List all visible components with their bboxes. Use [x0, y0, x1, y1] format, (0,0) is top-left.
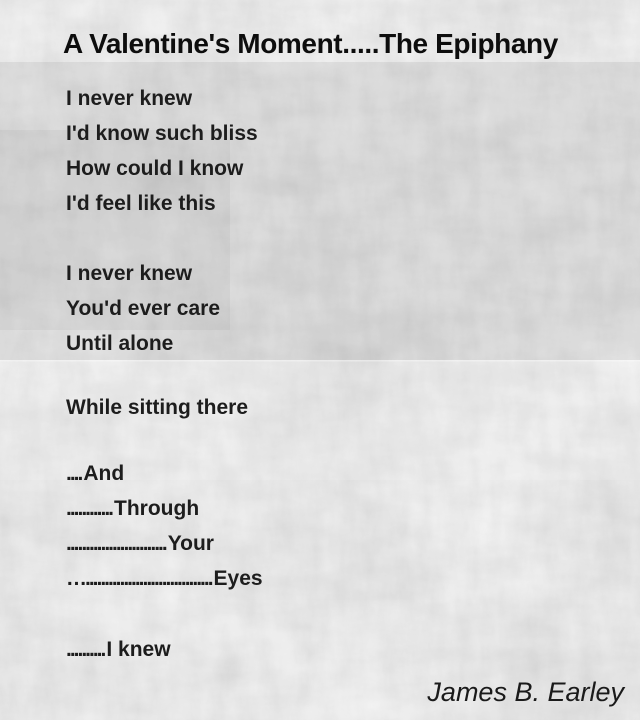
poem-line: [66, 526, 263, 561]
poem-word: Through: [114, 497, 200, 520]
poem-line: I never knew: [66, 262, 193, 285]
stanza-4: [66, 456, 263, 596]
stanza-3: [66, 390, 248, 425]
poem-line: I'd know such bliss: [66, 122, 258, 145]
poem-line: Until alone: [66, 332, 174, 355]
leader-dots: ....: [66, 462, 82, 485]
poem-word: And: [83, 462, 125, 485]
stanza-5: [66, 632, 171, 667]
poem-line: I never knew: [66, 87, 193, 110]
stanza-2: [66, 256, 220, 361]
poem-line: [66, 561, 263, 596]
stanza-1: [66, 81, 258, 221]
poem-line: [66, 456, 263, 491]
leader-dots: ..........: [66, 638, 105, 661]
poem-line: [66, 632, 171, 667]
poem-line: You'd ever care: [66, 297, 221, 320]
poem-word: Eyes: [213, 567, 263, 590]
poem-line: [66, 491, 263, 526]
poem-word: I knew: [106, 638, 171, 661]
leader-dots: ............: [66, 497, 113, 520]
poem-line: I'd feel like this: [66, 192, 216, 215]
author-signature: James B. Earley: [427, 677, 624, 707]
poem-word: Your: [167, 532, 214, 555]
leader-dots: ..........................: [66, 532, 166, 555]
poem-line: How could I know: [66, 157, 244, 180]
poem-line: While sitting there: [66, 396, 249, 419]
poem-title: A Valentine's Moment.....The Epiphany: [63, 28, 558, 59]
leader-dots: ….................................: [66, 567, 212, 590]
